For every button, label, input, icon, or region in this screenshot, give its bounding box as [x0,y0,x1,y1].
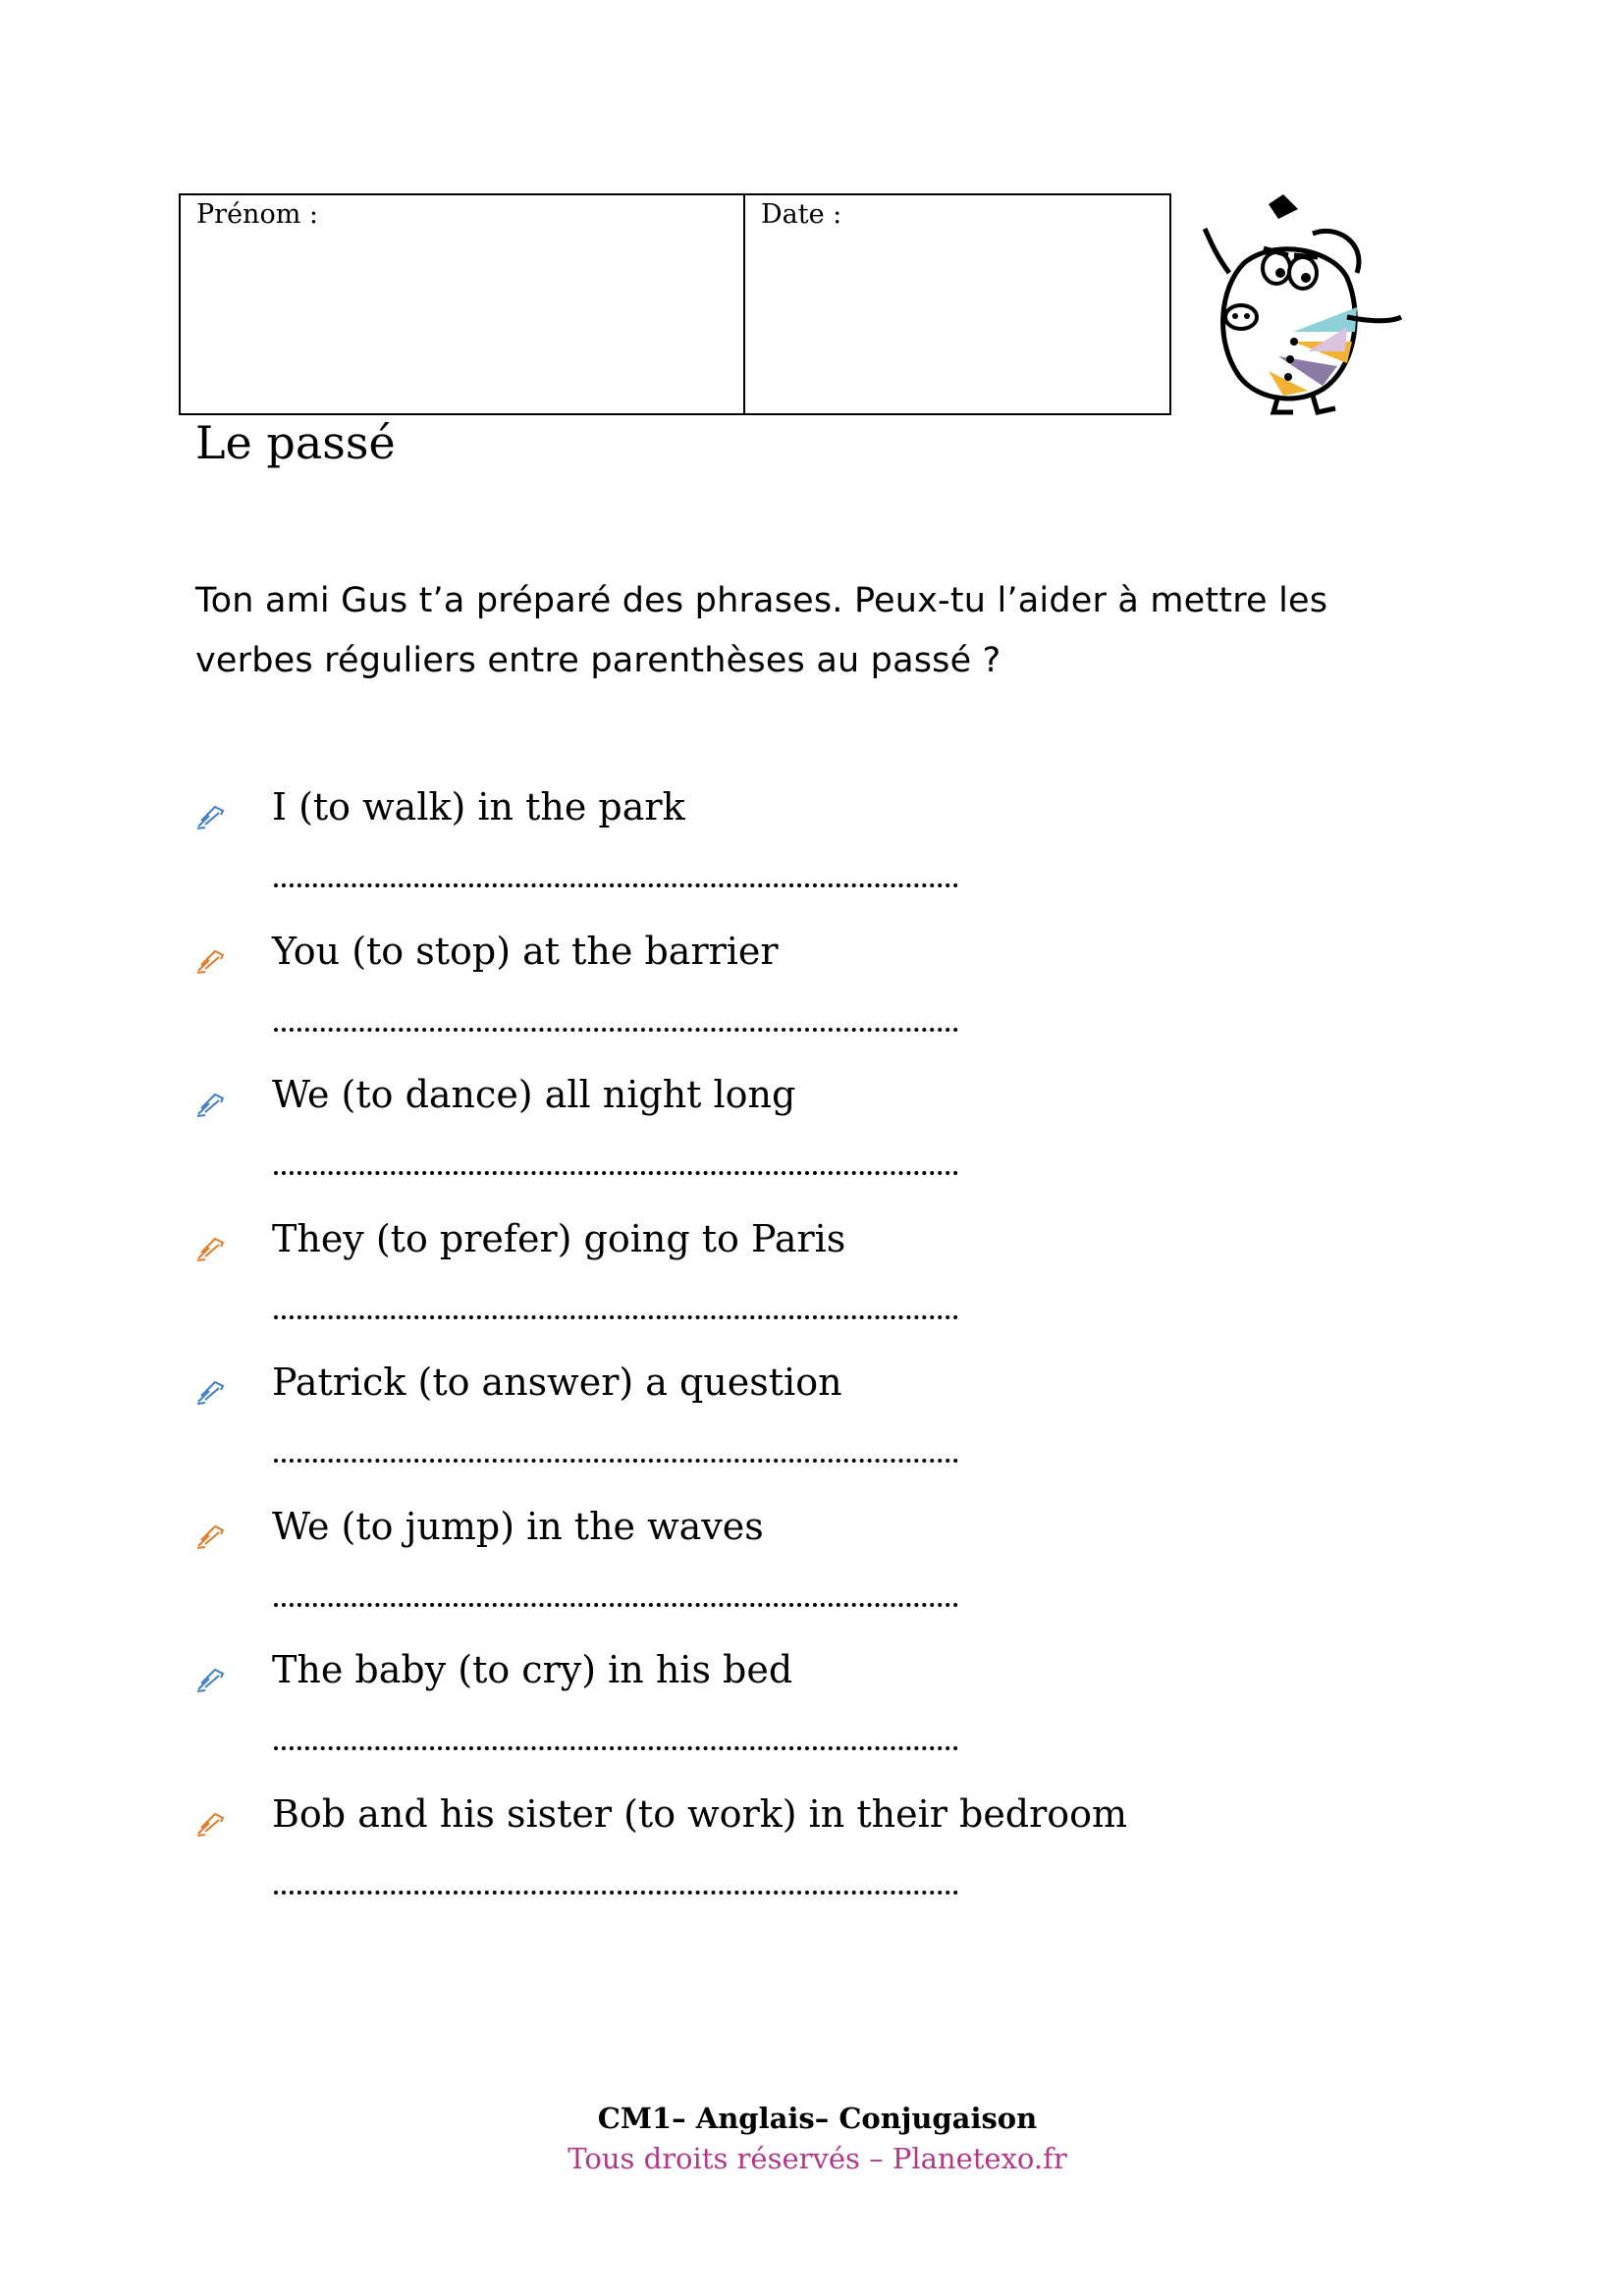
answer-line[interactable] [274,1871,958,1895]
writing-hand-icon [195,945,229,975]
writing-hand-icon [195,1376,229,1406]
list-item [195,1648,1472,1792]
writing-hand-icon [195,1664,229,1693]
footer-course-text: CM1– Anglais– Conjugaison [597,2102,1038,2135]
list-item [195,1505,1472,1649]
list-item [195,1792,1472,1937]
instructions-text: Ton ami Gus t’a préparé des phrases. Peux-tu l’aider à mettre les verbes réguliers entre parenthèses au passé ? [195,581,1328,680]
list-item [195,930,1472,1074]
writing-hand-icon [195,1808,229,1838]
answer-line[interactable] [274,1439,958,1463]
student-info-box [179,193,1171,415]
writing-hand-icon [195,801,229,830]
footer-copyright-text: Tous droits réservés – Planetexo.fr [568,2142,1067,2175]
answer-line[interactable] [274,1727,958,1750]
writing-hand-icon [195,1521,229,1550]
sentence-text: They (to prefer) going to Paris [272,1216,846,1260]
gus-mascot-icon [1200,194,1408,415]
footer-course [0,2102,1623,2135]
sentence-text: I (to walk) in the park [272,785,685,828]
writing-hand-icon [195,1089,229,1118]
answer-line[interactable] [274,1151,958,1175]
sentence-text: We (to dance) all night long [272,1073,796,1116]
sentence-text: Bob and his sister (to work) in their bedroom [272,1791,1128,1836]
sentence-text: You (to stop) at the barrier [272,929,779,973]
writing-hand-icon [195,1233,229,1262]
list-item [195,1217,1472,1362]
sentence-text: The baby (to cry) in his bed [272,1648,793,1691]
footer-copyright [0,2142,1623,2175]
date-label: Date : [761,199,842,230]
answer-line[interactable] [274,864,958,887]
answer-line[interactable] [274,1296,958,1319]
sentence-text: We (to jump) in the waves [272,1504,764,1548]
sentence-text: Patrick (to answer) a question [272,1361,842,1404]
answer-line[interactable] [274,1008,958,1032]
name-label: Prénom : [196,199,318,230]
page-title: Le passé [195,416,396,469]
date-field[interactable] [745,195,1169,413]
answer-line[interactable] [274,1583,958,1607]
exercise-list [195,785,1472,1936]
list-item [195,1361,1472,1505]
name-field[interactable] [181,195,745,413]
list-item [195,1073,1472,1217]
list-item [195,785,1472,930]
